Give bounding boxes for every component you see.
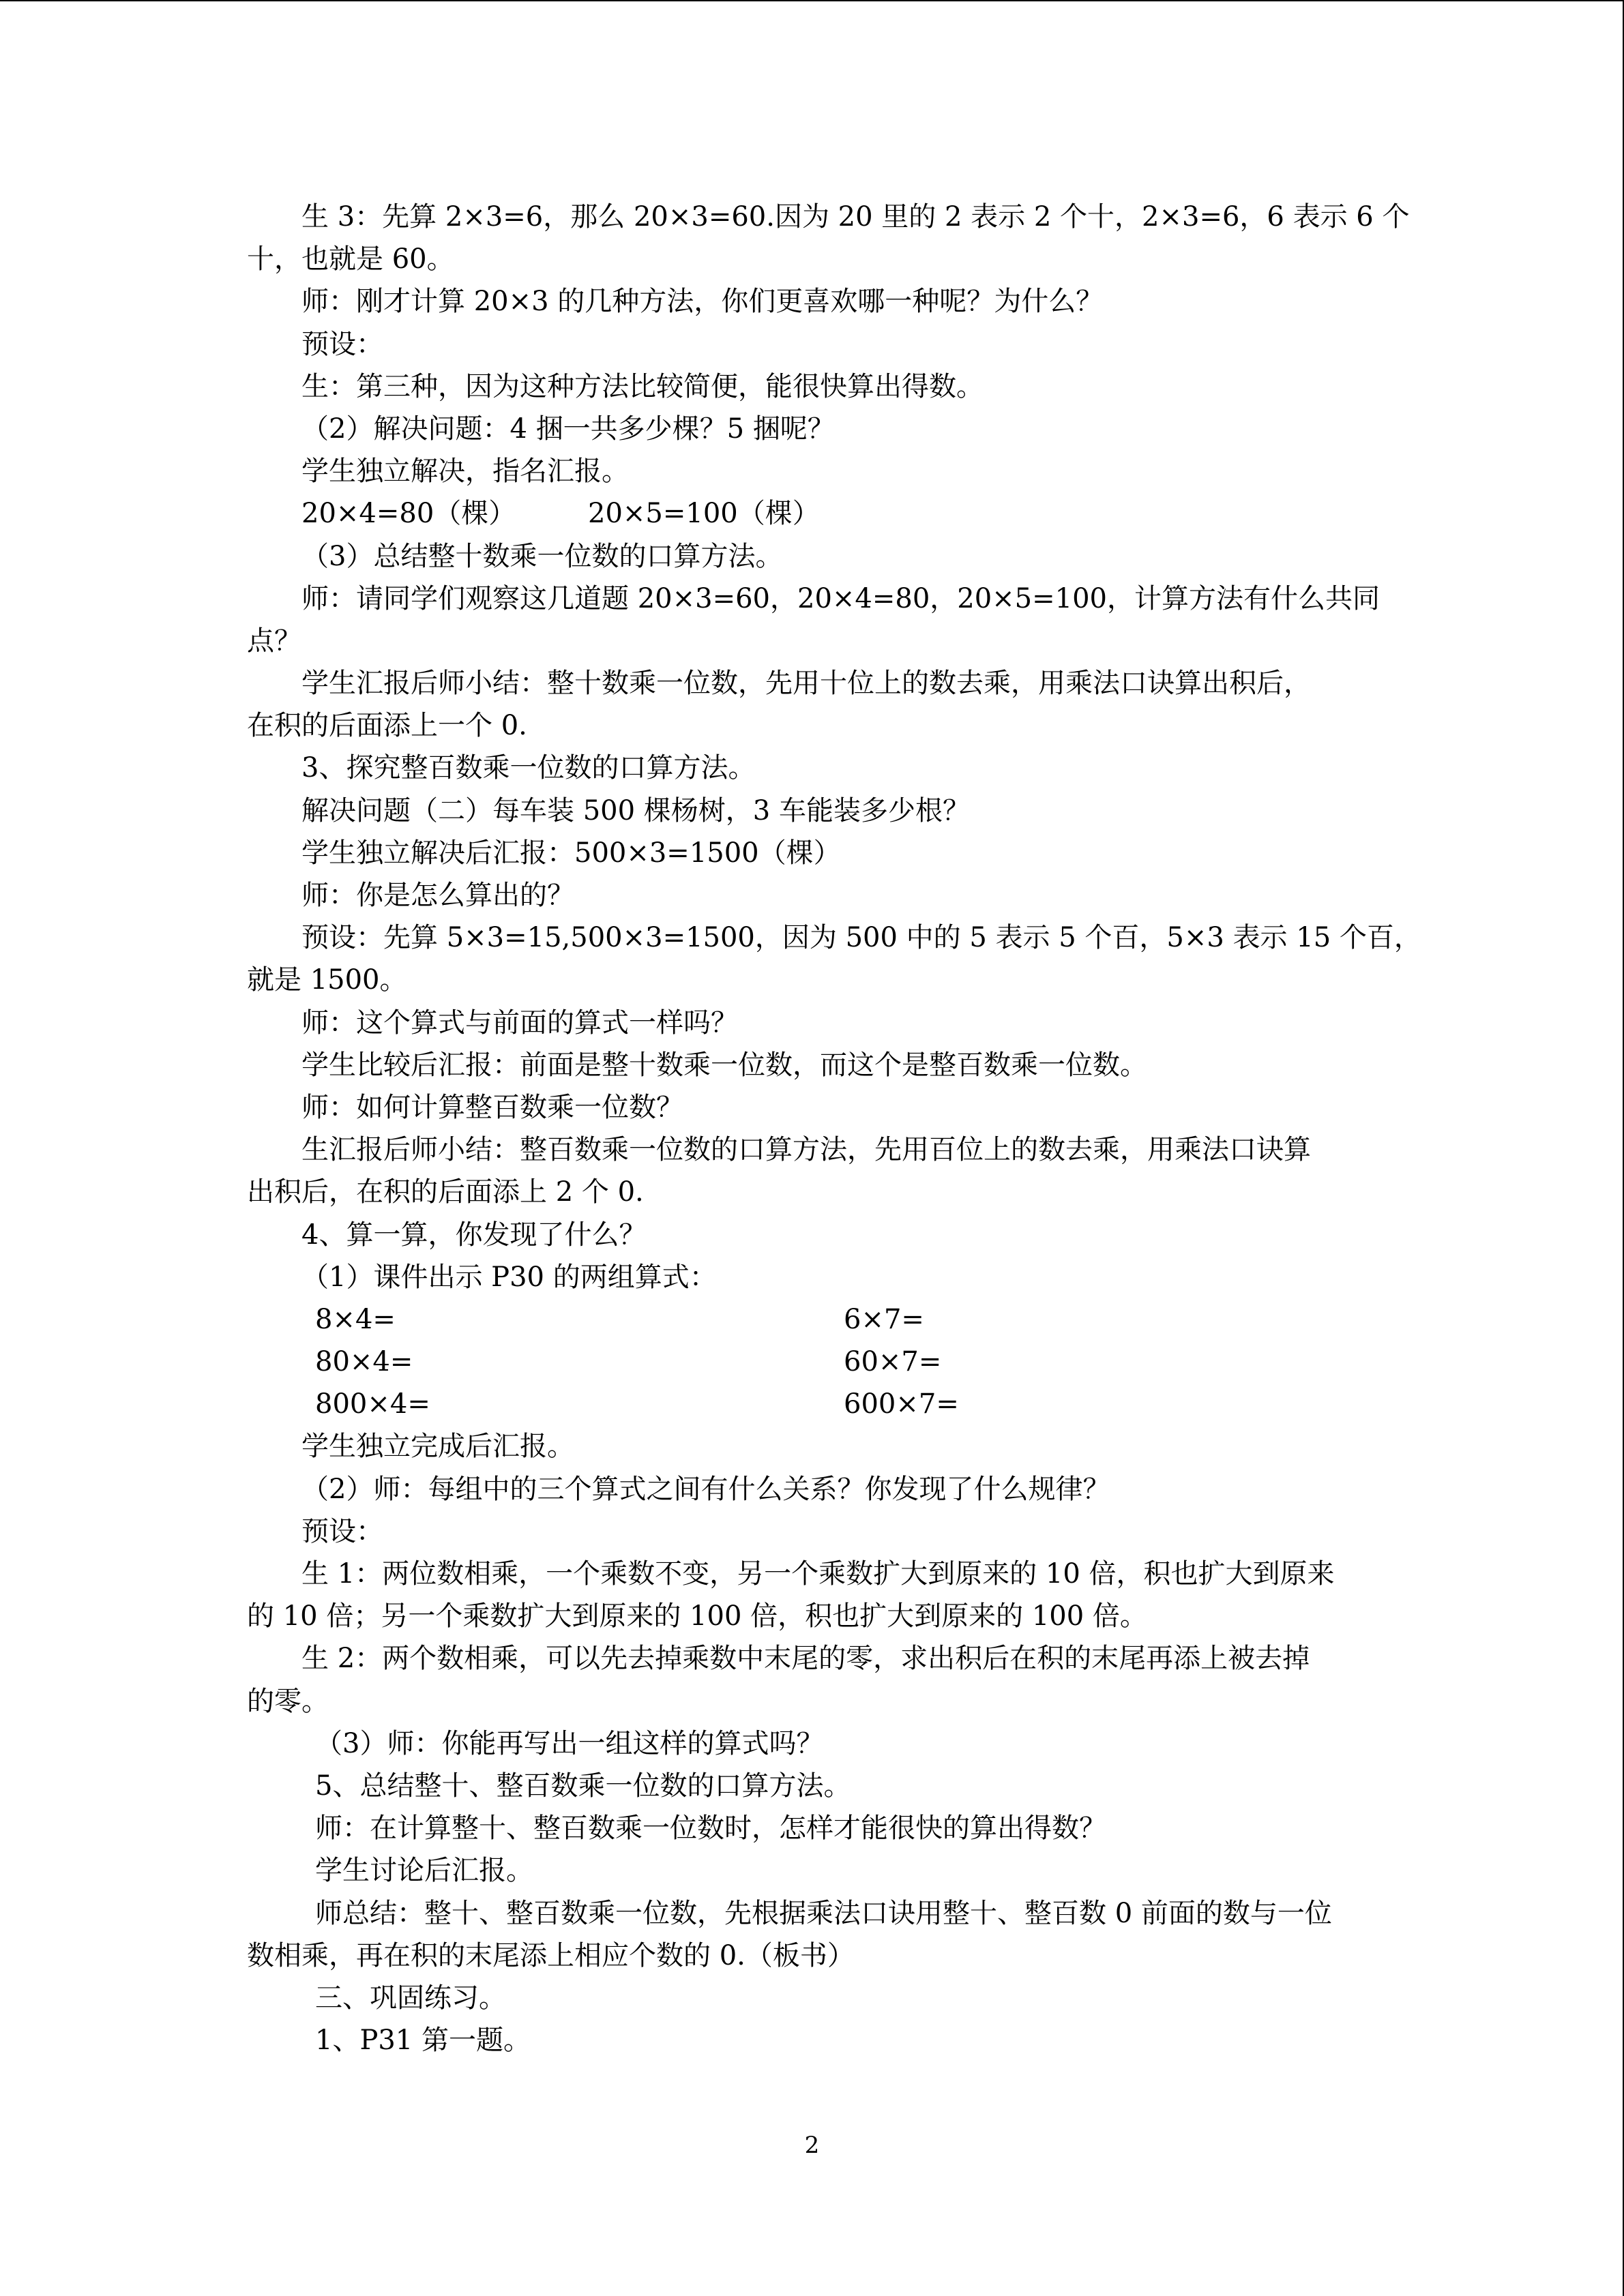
text-line: 生 3：先算 2×3=6，那么 20×3=60.因为 20 里的 2 表示 2 个十，2×3=6，6 表示 6 个	[301, 201, 1410, 233]
text-line: 生 2：两个数相乘，可以先去掉乘数中末尾的零，求出积后在积的末尾再添上被去掉	[301, 1643, 1310, 1675]
calculation: 20×5=100（棵）	[588, 498, 820, 530]
equation-row	[247, 1341, 1379, 1383]
text-line: 出积后，在积的后面添上 2 个 0.	[247, 1176, 644, 1208]
equation: 8×4=	[315, 1303, 396, 1335]
calculation: 20×4=80（棵）	[301, 498, 516, 530]
text-line: 预设：	[301, 328, 383, 360]
text-line: 三、巩固练习。	[315, 1982, 506, 2014]
text-line: 点？	[247, 625, 301, 657]
text-line: 师：这个算式与前面的算式一样吗？	[301, 1007, 738, 1039]
text-line: 学生独立解决后汇报：500×3=1500（棵）	[301, 837, 841, 869]
equation: 800×4=	[315, 1388, 430, 1420]
text-line: 学生比较后汇报：前面是整十数乘一位数，而这个是整百数乘一位数。	[301, 1049, 1147, 1081]
text-line: （2）解决问题：4 捆一共多少棵？5 捆呢？	[301, 413, 835, 445]
text-line: 3、探究整百数乘一位数的口算方法。	[301, 752, 756, 784]
text-line: 生 1：两位数相乘，一个乘数不变，另一个乘数扩大到原来的 10 倍，积也扩大到原来	[301, 1558, 1335, 1590]
text-line: 就是 1500。	[247, 964, 407, 996]
text-line: 4、算一算，你发现了什么？	[301, 1219, 647, 1251]
text-line: （2）师：每组中的三个算式之间有什么关系？你发现了什么规律？	[301, 1473, 1110, 1505]
text-line: 学生独立解决，指名汇报。	[301, 456, 629, 488]
text-line: 1、P31 第一题。	[315, 2025, 531, 2057]
calculation-row	[247, 492, 1379, 535]
text-line: 的 10 倍；另一个乘数扩大到原来的 100 倍，积也扩大到原来的 100 倍。	[247, 1600, 1147, 1632]
text-line: 十，也就是 60。	[247, 243, 454, 275]
text-line: 5、总结整十、整百数乘一位数的口算方法。	[315, 1770, 851, 1802]
text-line: 师总结：整十、整百数乘一位数，先根据乘法口诀用整十、整百数 0 前面的数与一位	[315, 1897, 1332, 1929]
text-line: （3）总结整十数乘一位数的口算方法。	[301, 540, 783, 572]
text-line: 生：第三种，因为这种方法比较简便，能很快算出得数。	[301, 370, 984, 402]
text-line: 解决问题（二）每车装 500 棵杨树，3 车能装多少根？	[301, 794, 970, 826]
text-line: 师：你是怎么算出的？	[301, 880, 574, 911]
text-line: 师：在计算整十、整百数乘一位数时，怎样才能很快的算出得数？	[315, 1813, 1106, 1845]
equation: 6×7=	[844, 1303, 924, 1335]
text-line: 学生独立完成后汇报。	[301, 1431, 574, 1463]
text-line: 数相乘，再在积的末尾添上相应个数的 0.（板书）	[247, 1939, 855, 1971]
text-line: 师：刚才计算 20×3 的几种方法，你们更喜欢哪一种呢？为什么？	[301, 286, 1104, 318]
page-number: 2	[804, 2132, 820, 2159]
text-line: （3）师：你能再写出一组这样的算式吗？	[315, 1727, 824, 1759]
text-line: 师：请同学们观察这几道题 20×3=60，20×4=80，20×5=100，计算方法有什么共同	[301, 582, 1380, 614]
text-line: 的零。	[247, 1685, 329, 1717]
equation: 600×7=	[844, 1388, 959, 1420]
equation: 60×7=	[844, 1346, 942, 1378]
text-line: （1）课件出示 P30 的两组算式：	[301, 1261, 717, 1293]
text-line: 预设：先算 5×3=15,500×3=1500，因为 500 中的 5 表示 5 个百，5×3 表示 15 个百，	[301, 922, 1421, 954]
equation: 80×4=	[315, 1346, 413, 1378]
page-body	[247, 196, 1421, 2061]
text-line: 师：如何计算整百数乘一位数？	[301, 1091, 683, 1123]
text-line: 预设：	[301, 1515, 383, 1547]
equation-row	[247, 1298, 1379, 1341]
text-line: 学生汇报后师小结：整十数乘一位数，先用十位上的数去乘，用乘法口诀算出积后，	[301, 668, 1311, 700]
equation-row	[247, 1383, 1379, 1425]
text-line: 学生讨论后汇报。	[315, 1855, 533, 1887]
text-line: 在积的后面添上一个 0.	[247, 710, 527, 742]
text-line: 生汇报后师小结：整百数乘一位数的口算方法，先用百位上的数去乘，用乘法口诀算	[301, 1134, 1311, 1166]
